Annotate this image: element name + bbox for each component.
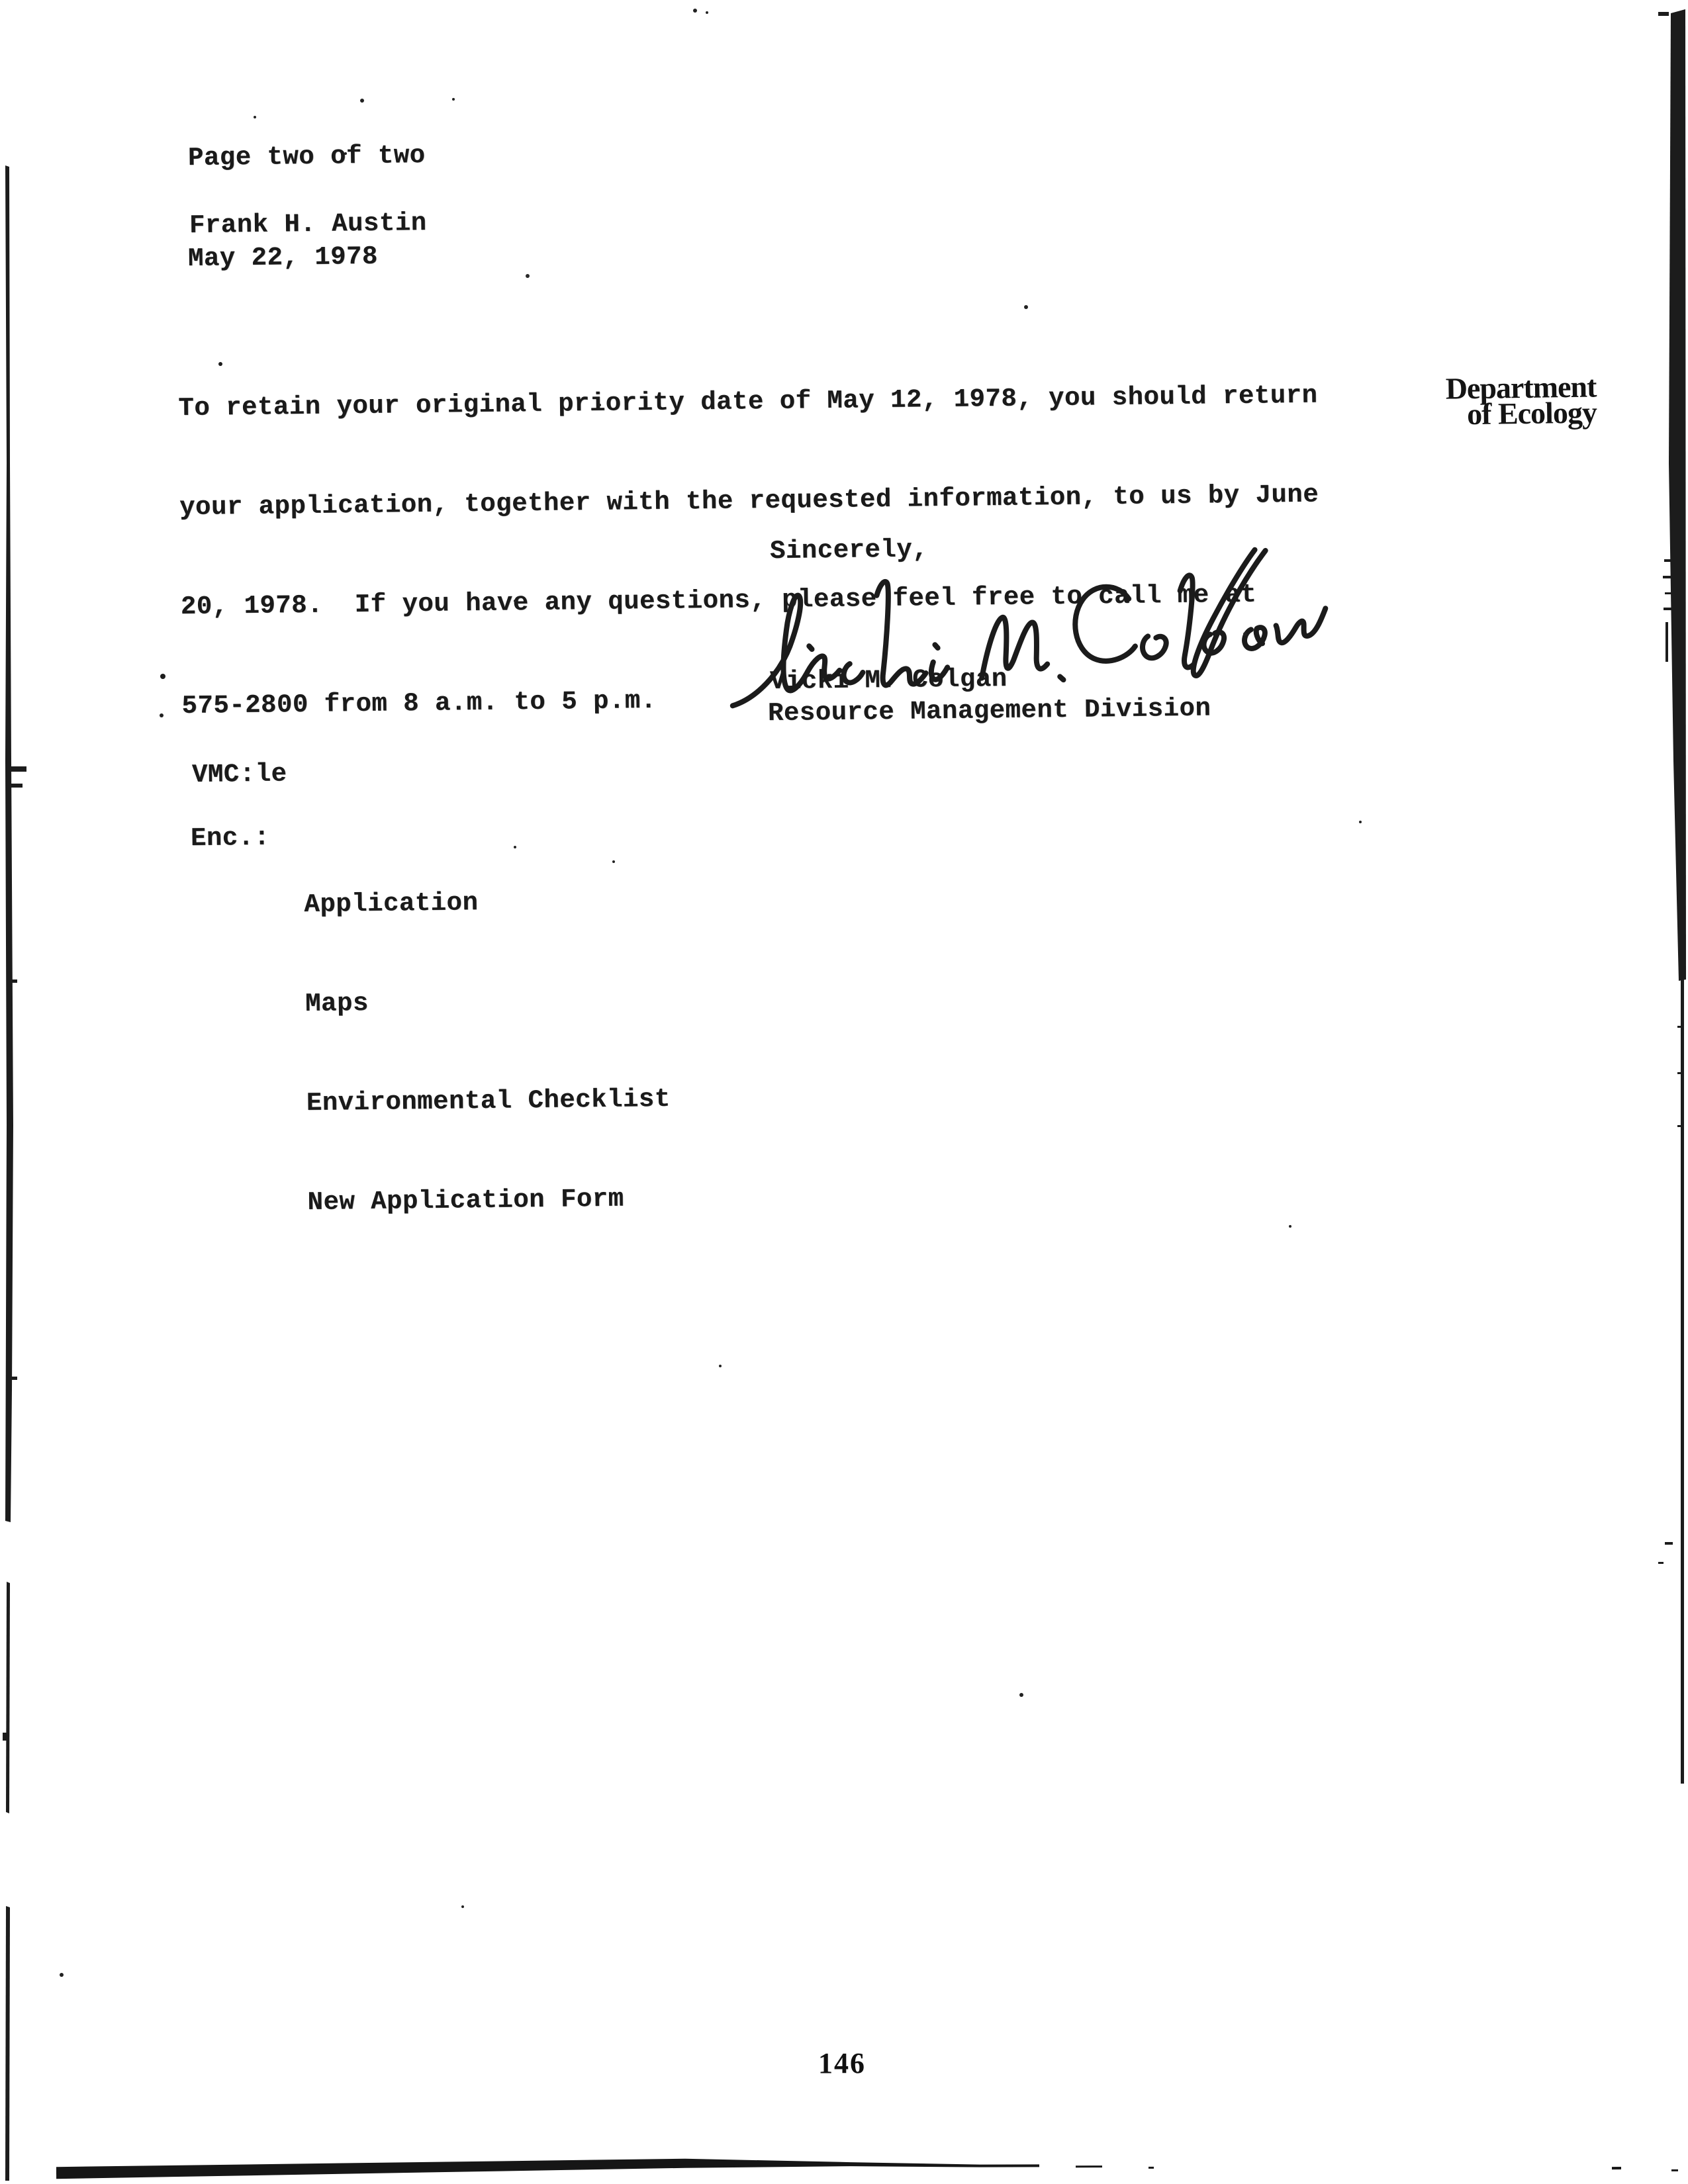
- enclosure-item: Application: [304, 888, 479, 920]
- left-edge-scan-artifact: [0, 0, 40, 2184]
- signer-title: Resource Management Division: [767, 694, 1211, 728]
- page-header: Page two of two: [187, 140, 426, 173]
- page-number: 146: [818, 2047, 866, 2079]
- enclosure-item: New Application Form: [307, 1184, 624, 1217]
- enclosures-list: [303, 818, 673, 1285]
- handwritten-signature: [716, 508, 1357, 782]
- body-line: your application, together with the requested information, to us by June: [179, 480, 1319, 523]
- reference-initials: VMC:le: [191, 759, 287, 790]
- letterhead-line1: Department: [1445, 369, 1597, 406]
- letterhead-line2: of Ecology: [1467, 395, 1597, 432]
- letterhead-department-of-ecology: [1445, 369, 1597, 432]
- enclosure-item: Maps: [305, 988, 369, 1019]
- enclosure-item: Environmental Checklist: [306, 1084, 671, 1118]
- body-line: 20, 1978. If you have any questions, please feel free to call me at: [180, 580, 1257, 621]
- recipient-name: Frank H. Austin: [189, 208, 427, 240]
- enclosures-label: Enc.:: [190, 823, 270, 853]
- bottom-edge-scan-bar: [56, 2152, 1688, 2184]
- closing-salutation: Sincerely,: [769, 535, 929, 566]
- signer-name-typed: Vicki M. Colgan: [769, 664, 1008, 696]
- right-edge-scan-artifact: [1648, 0, 1688, 2184]
- body-line: 575-2800 from 8 a.m. to 5 p.m.: [181, 686, 657, 721]
- body-line: To retain your original priority date of May 12, 1978, you should return: [178, 381, 1318, 424]
- letter-date: May 22, 1978: [187, 242, 379, 273]
- scan-specks: [0, 0, 3, 3]
